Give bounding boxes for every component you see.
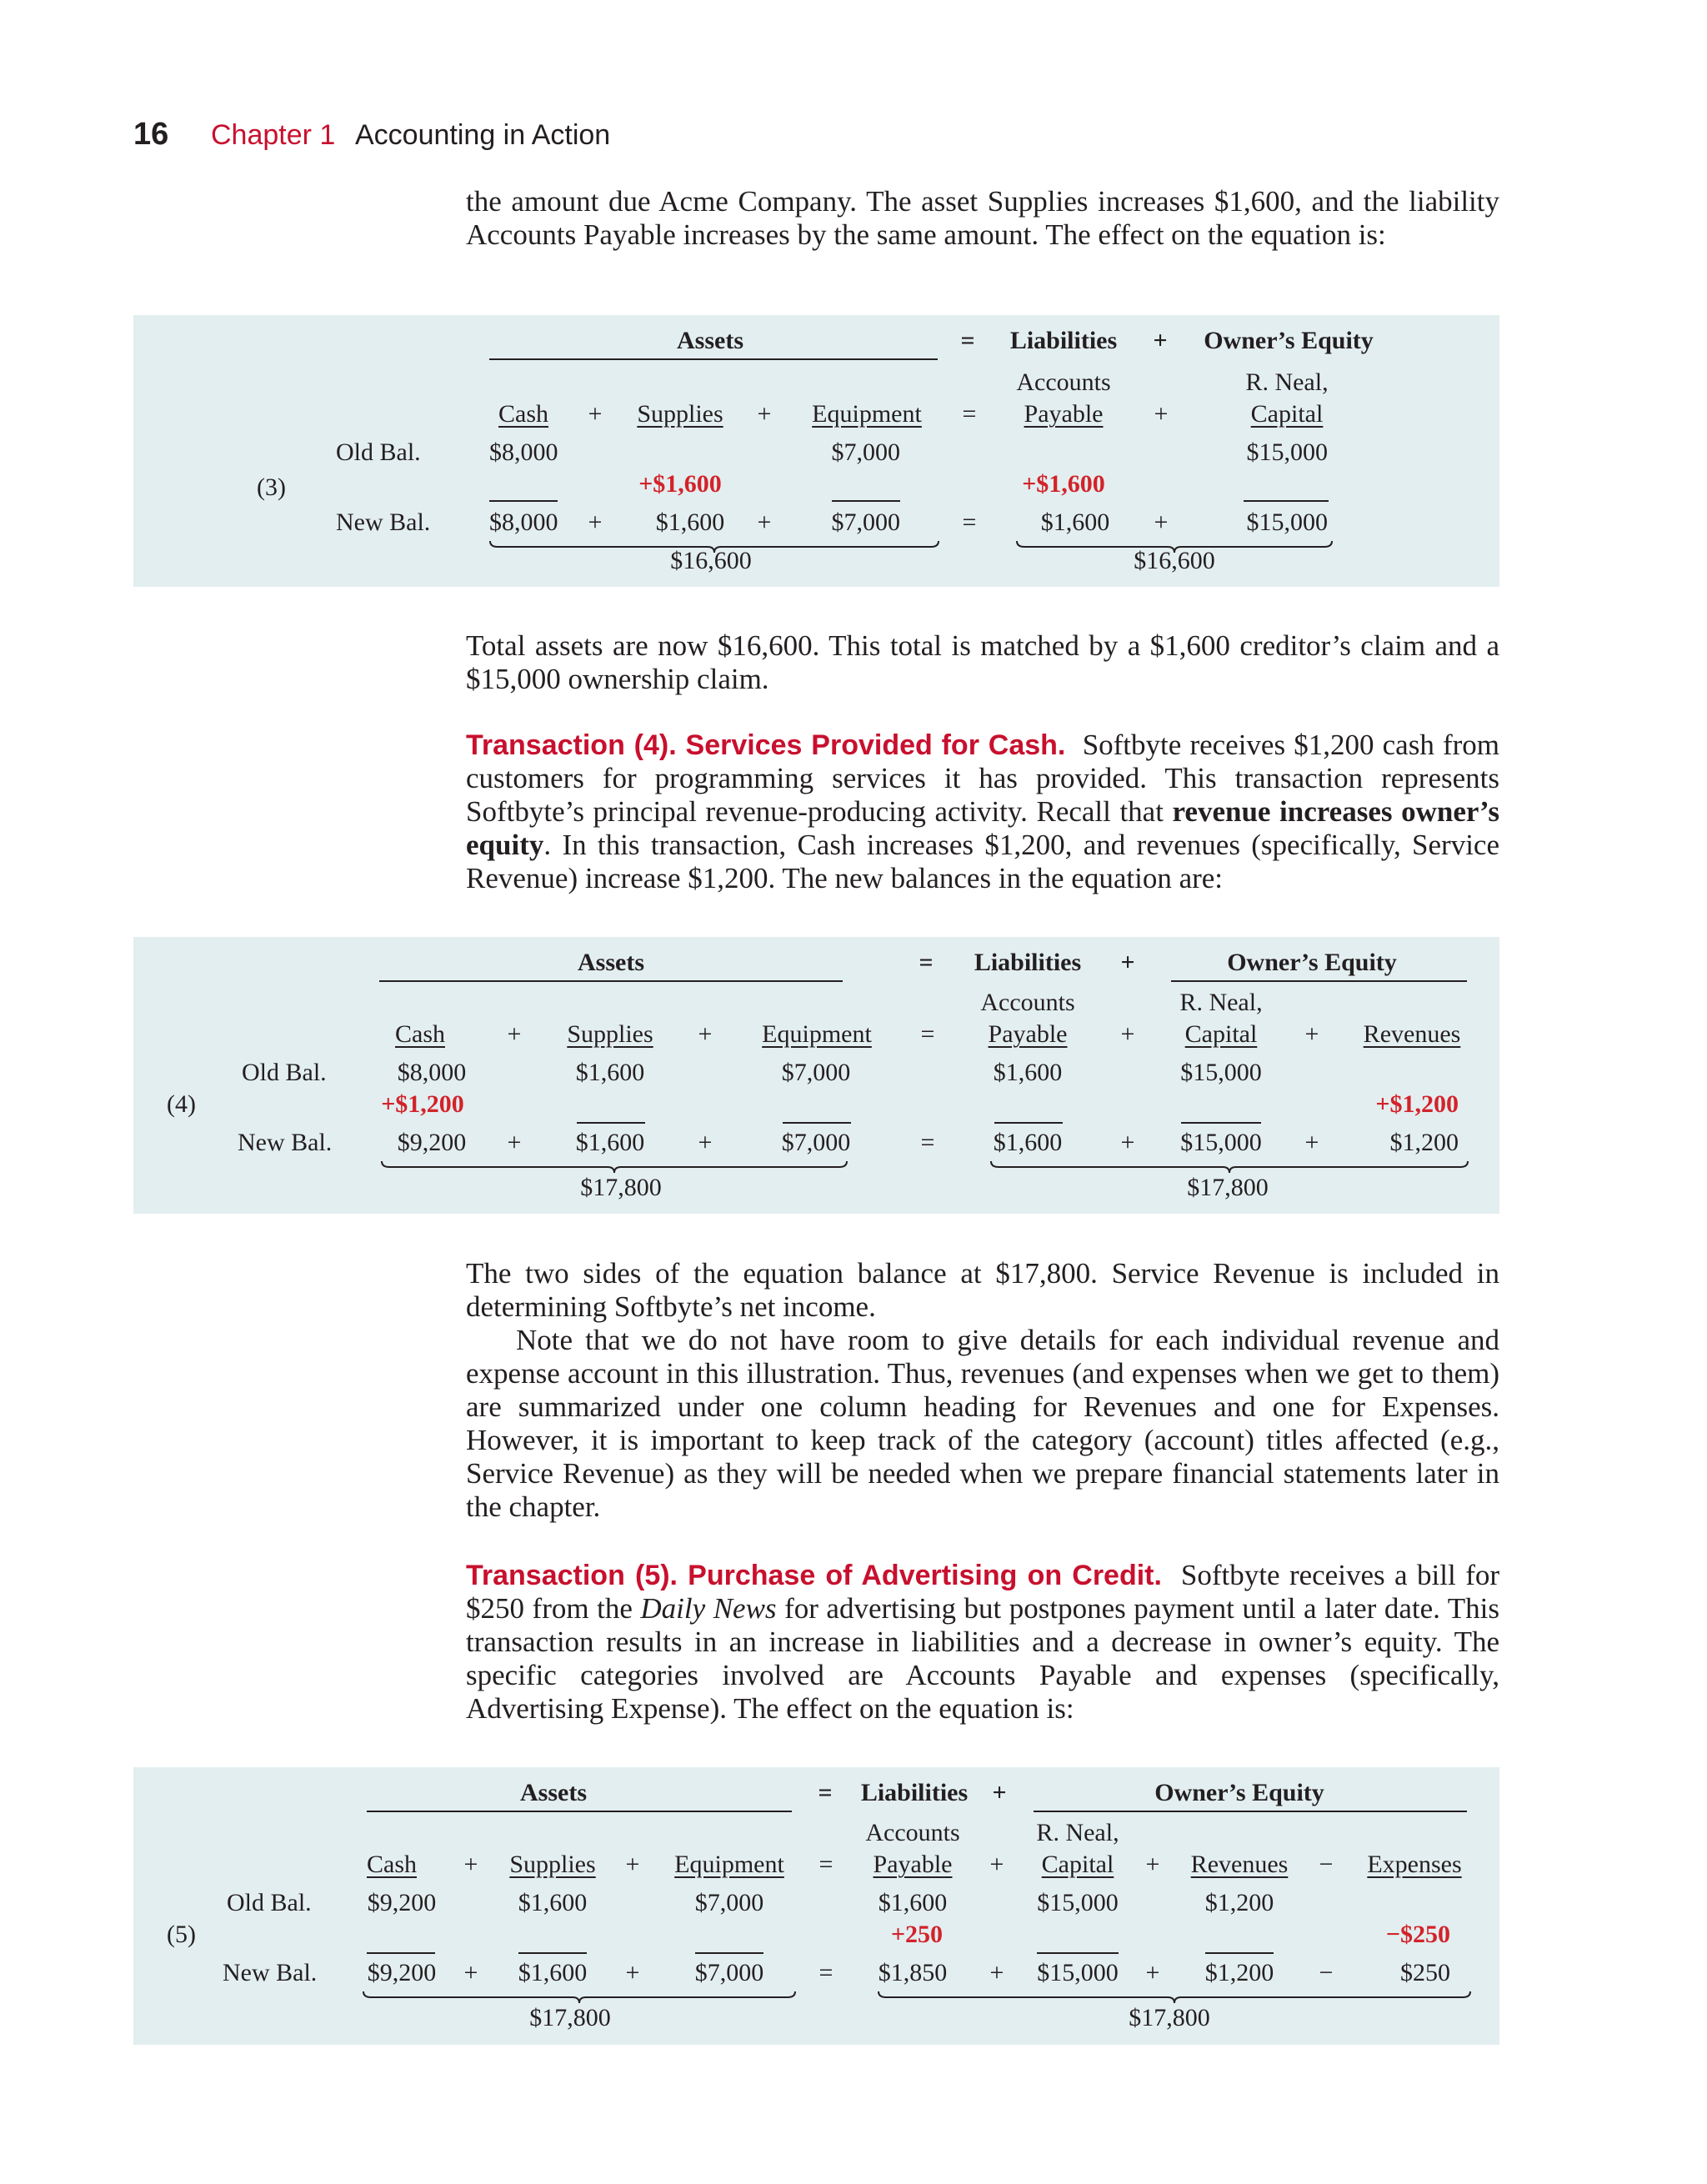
plus-sign: + xyxy=(757,508,772,536)
plus-sign: + xyxy=(625,1959,640,1986)
liabilities-heading: Liabilities xyxy=(974,949,1082,976)
plus-sign: + xyxy=(1154,400,1169,428)
paragraph-transaction-4 xyxy=(466,729,1499,895)
minus-sign: − xyxy=(1319,1851,1334,1878)
equals-sign: = xyxy=(962,508,977,536)
cell-value: $7,000 xyxy=(831,508,900,536)
col-accounts-payable: Payable xyxy=(988,1020,1068,1048)
cell-value: $1,600 xyxy=(655,508,725,536)
total-brace xyxy=(878,1991,1471,2004)
plus-sign: + xyxy=(1120,1020,1135,1048)
plus-sign: + xyxy=(463,1851,478,1878)
total-assets: $17,800 xyxy=(580,1174,662,1201)
total-assets: $17,800 xyxy=(529,2004,611,2031)
total-liabilities-equity: $17,800 xyxy=(1187,1174,1269,1201)
cell-value: $7,000 xyxy=(694,1959,764,1986)
col-supplies: Supplies xyxy=(509,1851,596,1878)
cell-value: $1,850 xyxy=(878,1959,948,1986)
cell-value: $7,000 xyxy=(831,438,900,466)
cell-value: $15,000 xyxy=(1246,508,1328,536)
col-cash: Cash xyxy=(367,1851,417,1878)
equals-sign: = xyxy=(960,327,975,354)
plus-sign: + xyxy=(507,1129,522,1156)
col-capital-label: R. Neal, xyxy=(1245,368,1329,396)
plus-sign: + xyxy=(698,1129,713,1156)
old-balance-label: Old Bal. xyxy=(227,1889,312,1916)
col-capital: Capital xyxy=(1184,1020,1258,1048)
equals-sign: = xyxy=(818,1779,833,1806)
liabilities-heading: Liabilities xyxy=(1009,327,1118,354)
paragraph-transaction-5 xyxy=(466,1559,1499,1726)
plus-sign: + xyxy=(1145,1851,1160,1878)
equation-table-5 xyxy=(133,1767,1499,2045)
cell-value: $1,200 xyxy=(1204,1889,1274,1916)
cell-value: $1,200 xyxy=(1389,1129,1459,1156)
col-expenses: Expenses xyxy=(1367,1851,1462,1878)
col-accounts-payable: Payable xyxy=(1024,400,1104,428)
cell-value: $1,200 xyxy=(1204,1959,1274,1986)
col-cash: Cash xyxy=(498,400,548,428)
cell-value: $1,600 xyxy=(575,1129,645,1156)
plus-sign: + xyxy=(1304,1129,1319,1156)
cell-value: $7,000 xyxy=(781,1059,851,1086)
new-balance-label: New Bal. xyxy=(238,1129,333,1156)
plus-sign: + xyxy=(698,1020,713,1048)
text-run: Daily News xyxy=(640,1592,777,1625)
cell-value: $1,600 xyxy=(993,1059,1063,1086)
cell-value: $15,000 xyxy=(1037,1889,1119,1916)
col-supplies: Supplies xyxy=(567,1020,653,1048)
plus-sign: + xyxy=(588,508,603,536)
cell-value: $15,000 xyxy=(1037,1959,1119,1986)
col-capital-label: R. Neal, xyxy=(1036,1819,1119,1846)
plus-sign: + xyxy=(989,1851,1004,1878)
old-balance-label: Old Bal. xyxy=(336,438,421,466)
change-value: +$1,200 xyxy=(381,1090,464,1118)
plus-sign: + xyxy=(757,400,772,428)
assets-heading: Assets xyxy=(520,1779,587,1806)
plus-sign: + xyxy=(1304,1020,1319,1048)
new-balance-label: New Bal. xyxy=(223,1959,318,1986)
text-run: Softbyte receives $1,200 cash from customers for programming services it has provided. This transaction represents Softbyte’s principal revenue-producing activity. Recall that xyxy=(466,729,1500,828)
paragraph-text: Total assets are now $16,600. This total is matched by a $1,600 creditor’s claim and a $15,000 ownership claim. xyxy=(466,629,1499,695)
cell-value: $1,600 xyxy=(993,1129,1063,1156)
plus-sign: + xyxy=(1145,1959,1160,1986)
cell-value: $8,000 xyxy=(397,1059,467,1086)
cell-value: $15,000 xyxy=(1246,438,1328,466)
paragraph-text: Note that we do not have room to give details for each individual revenue and expense account in this illustration. Thus, revenues (and expenses when we get to them) are summarized under one column heading for Revenues and one for Expenses. However, it is important to keep track of the category (account) titles affected (e.g., Service Revenue) as they will be needed when we prepare financial statements later in the chapter. xyxy=(466,1324,1499,1523)
col-accounts-label: Accounts xyxy=(1016,368,1111,396)
col-equipment: Equipment xyxy=(674,1851,784,1878)
cell-value: $8,000 xyxy=(489,508,558,536)
total-brace xyxy=(381,1160,848,1174)
cell-value: $8,000 xyxy=(489,438,558,466)
total-assets: $16,600 xyxy=(670,547,752,574)
plus-sign: + xyxy=(463,1959,478,1986)
plus-sign: + xyxy=(507,1020,522,1048)
paragraph-text: The two sides of the equation balance at $17,800. Service Revenue is included in determining Softbyte’s net income. xyxy=(466,1257,1499,1323)
col-supplies: Supplies xyxy=(637,400,723,428)
transaction-heading: Transaction (4). Services Provided for Cash. xyxy=(466,729,1066,761)
cell-value: $15,000 xyxy=(1180,1129,1262,1156)
text-run: for advertising but postpones payment until a later date. This transaction results in an increase in liabilities and a decrease in owner’s equity. The specific categories involved are Accounts Payable and expenses (specifically, Advertising Expense). The effect on the equation is: xyxy=(466,1592,1499,1725)
col-capital-label: R. Neal, xyxy=(1179,989,1263,1016)
plus-sign: + xyxy=(992,1779,1007,1806)
page-number: 16 xyxy=(133,117,169,152)
transaction-number: (3) xyxy=(257,473,286,501)
owners-equity-heading: Owner’s Equity xyxy=(1227,949,1397,976)
chapter-label: Chapter 1 xyxy=(211,119,336,151)
chapter-title: Accounting in Action xyxy=(355,119,611,151)
col-accounts-label: Accounts xyxy=(865,1819,960,1846)
text-run: revenue increases owner’s equity xyxy=(466,795,1500,861)
equation-table-3 xyxy=(133,315,1499,587)
equals-sign: = xyxy=(818,1851,833,1878)
plus-sign: + xyxy=(1120,949,1135,976)
total-liabilities-equity: $16,600 xyxy=(1134,547,1215,574)
assets-heading: Assets xyxy=(578,949,644,976)
col-revenues: Revenues xyxy=(1190,1851,1289,1878)
col-capital: Capital xyxy=(1041,1851,1114,1878)
cell-value: $1,600 xyxy=(518,1959,588,1986)
cell-value: $9,200 xyxy=(397,1129,467,1156)
owners-equity-heading: Owner’s Equity xyxy=(1204,327,1374,354)
cell-value: $7,000 xyxy=(694,1889,764,1916)
change-value: +$1,200 xyxy=(1375,1090,1459,1118)
col-accounts-payable: Payable xyxy=(873,1851,953,1878)
paragraph-text: the amount due Acme Company. The asset Supplies increases $1,600, and the liability Accounts Payable increases by the same amount. The effect on the equation is: xyxy=(466,185,1499,251)
change-value: +$1,600 xyxy=(638,470,722,498)
total-liabilities-equity: $17,800 xyxy=(1129,2004,1210,2031)
col-accounts-label: Accounts xyxy=(980,989,1075,1016)
total-brace xyxy=(363,1991,796,2004)
plus-sign: + xyxy=(989,1959,1004,1986)
cell-value: $250 xyxy=(1400,1959,1450,1986)
new-balance-label: New Bal. xyxy=(336,508,431,536)
cell-value: $1,600 xyxy=(1040,508,1110,536)
old-balance-label: Old Bal. xyxy=(242,1059,327,1086)
plus-sign: + xyxy=(1153,327,1168,354)
assets-heading: Assets xyxy=(677,327,743,354)
cell-value: $1,600 xyxy=(878,1889,948,1916)
text-run: . In this transaction, Cash increases $1,200, and revenues (specifically, Service Revenue) increase $1,200. The new balances in the equation are: xyxy=(466,829,1499,894)
cell-value: $1,600 xyxy=(575,1059,645,1086)
change-value: +250 xyxy=(890,1921,944,1948)
transaction-number: (5) xyxy=(167,1921,196,1948)
col-cash: Cash xyxy=(395,1020,445,1048)
plus-sign: + xyxy=(1120,1129,1135,1156)
col-equipment: Equipment xyxy=(762,1020,872,1048)
plus-sign: + xyxy=(1154,508,1169,536)
liabilities-heading: Liabilities xyxy=(860,1779,969,1806)
cell-value: $1,600 xyxy=(518,1889,588,1916)
paragraph-total xyxy=(466,629,1499,696)
paragraph-balance xyxy=(466,1257,1499,1524)
minus-sign: − xyxy=(1319,1959,1334,1986)
equals-sign: = xyxy=(920,1020,935,1048)
col-equipment: Equipment xyxy=(812,400,922,428)
cell-value: $15,000 xyxy=(1180,1059,1262,1086)
equals-sign: = xyxy=(919,949,934,976)
equation-table-4 xyxy=(133,937,1499,1214)
owners-equity-heading: Owner’s Equity xyxy=(1154,1779,1324,1806)
paragraph-intro xyxy=(466,185,1499,252)
cell-value: $7,000 xyxy=(781,1129,851,1156)
transaction-number: (4) xyxy=(167,1090,196,1118)
change-value: +$1,600 xyxy=(1022,470,1105,498)
equals-sign: = xyxy=(818,1959,833,1986)
col-capital: Capital xyxy=(1250,400,1324,428)
transaction-heading: Transaction (5). Purchase of Advertising on Credit. xyxy=(466,1560,1162,1591)
paragraph-text xyxy=(466,1559,1499,1726)
change-value: −$250 xyxy=(1385,1921,1450,1948)
text-run: Softbyte receives a bill for $250 from the xyxy=(466,1559,1499,1625)
equals-sign: = xyxy=(962,400,977,428)
col-revenues: Revenues xyxy=(1363,1020,1461,1048)
paragraph-text xyxy=(466,729,1499,895)
plus-sign: + xyxy=(588,400,603,428)
total-brace xyxy=(990,1160,1469,1174)
cell-value: $9,200 xyxy=(367,1959,437,1986)
equals-sign: = xyxy=(920,1129,935,1156)
cell-value: $9,200 xyxy=(367,1889,437,1916)
plus-sign: + xyxy=(625,1851,640,1878)
